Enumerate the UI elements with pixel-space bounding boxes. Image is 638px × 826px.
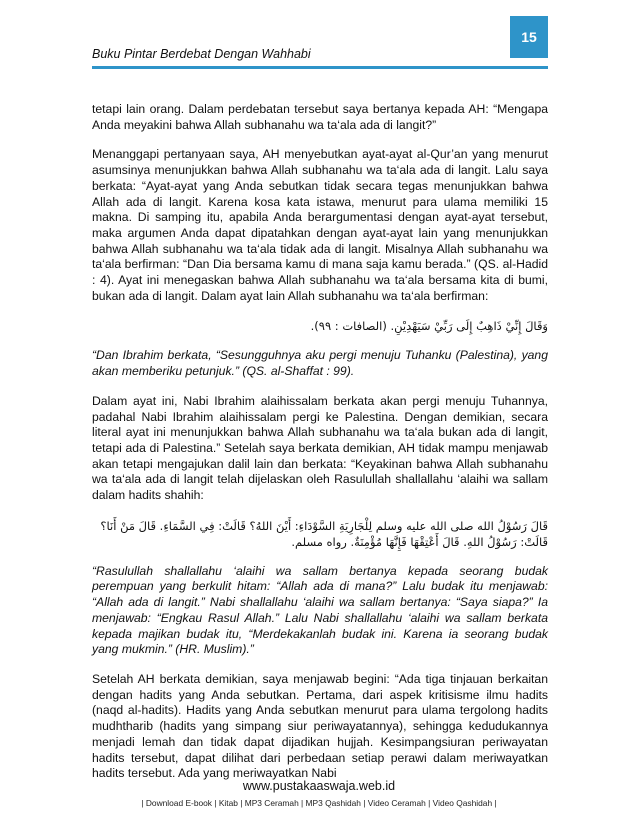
- arabic-hadith: قَالَ رَسُوْلُ الله صلى الله عليه وسلم لِلْجَارِيَةِ السَّوْدَاءِ: أَيْنَ اللهُ؟ قَالَتْ: فِي السَّمَاءِ. قَالَ مَنْ أَنَا؟ قَالَتْ: رَسُوْلُ اللهِ. قَالَ أَعْتِقْهَا فَإِنَّهَا مُؤْمِنَةٌ. رواه مسلم.: [100, 518, 548, 549]
- footer-category-links: | Download E-book | Kitab | MP3 Ceramah | MP3 Qashidah | Video Ceramah | Video Qashidah |: [141, 798, 497, 808]
- paragraph-2: Menanggapi pertanyaan saya, AH menyebutkan ayat-ayat al-Qur’an yang menurut asumsinya menunjukkan bahwa Allah subhanahu wa ta‘ala ada di langit. Lalu saya berkata: “Ayat-ayat yang Anda sebutkan tidak secara tegas menunjukkan bahwa Allah ada di langit. Karena kosa kata istawa, menurut para ulama memiliki 15 makna. Di samping itu, apabila Anda berargumentasi dengan ayat-ayat tersebut, maka argumen Anda dapat dipatahkan dengan ayat-ayat lain yang menunjukkan bahwa Allah subhanahu wa ta‘ala tidak ada di langit. Misalnya Allah subhanahu wa ta‘ala berfirman: “Dan Dia bersama kamu di mana saja kamu berada.” (QS. al-Hadid : 4). Ayat ini menegaskan bahwa Allah subhanahu wa ta‘ala bersama kita di bumi, bukan ada di langit. Dalam ayat lain Allah subhanahu wa ta‘ala berfirman:: [92, 147, 548, 303]
- page-body: [92, 102, 548, 796]
- arabic-verse: وَقَالَ إِنِّيْ ذَاهِبٌ إِلَى رَبِّيْ سَيَهْدِيْنِ. (الصافات : ٩٩).: [310, 319, 548, 334]
- paragraph-1: tetapi lain orang. Dalam perdebatan tersebut saya bertanya kepada AH: “Mengapa Anda meyakini bahwa Allah subhanahu wa ta‘ala ada di langit?”: [92, 102, 548, 132]
- paragraph-3: Dalam ayat ini, Nabi Ibrahim alaihissalam berkata akan pergi menuju Tuhannya, padahal Nabi Ibrahim alaihissalam pergi ke Palestina. Dengan demikian, secara literal ayat ini menunjukkan bahwa Allah subhanahu wa ta‘ala bukan ada di langit, tetapi ada di Palestina.” Setelah saya berkata demikian, AH tidak mampu menjawab akan tetapi mengajukan dalil lain dan berkata: “Keyakinan bahwa Allah subhanahu wa ta‘ala ada di langit telah dijelaskan oleh Rasulullah shallallahu ‘alaihi wa sallam dalam hadits shahih:: [92, 393, 548, 503]
- book-title: Buku Pintar Berdebat Dengan Wahhabi: [92, 47, 311, 61]
- verse-translation: “Dan Ibrahim berkata, “Sesungguhnya aku pergi menuju Tuhanku (Palestina), yang akan memberiku petunjuk.” (QS. al-Shaffat : 99).: [92, 348, 548, 379]
- paragraph-4: Setelah AH berkata demikian, saya menjawab begini: “Ada tiga tinjauan berkaitan dengan hadits yang Anda sebutkan. Pertama, dari aspek kritisisme ilmu hadits (naqd al-hadits). Hadits yang Anda sebutkan menurut para ulama tergolong hadits mudhtharib (hadits yang simpang siur periwayatannya), sehingga kedudukannya menjadi lemah dan tidak dapat dijadikan hujjah. Kesimpangsiuran periwayatan hadits tersebut, dapat dilihat dari perbedaan setiap perawi dalam meriwayatkan hadits tersebut. Ada yang meriwayatkan Nabi: [92, 671, 548, 781]
- header-divider: [92, 66, 548, 69]
- footer-website-link[interactable]: www.pustakaaswaja.web.id: [242, 779, 396, 793]
- hadith-translation: “Rasulullah shallallahu ‘alaihi wa sallam bertanya kepada seorang budak perempuan yang berkulit hitam: “Allah ada di mana?” Lalu budak itu menjawab: “Allah ada di langit.” Nabi shallallahu ‘alaihi wa sallam bertanya: “Saya siapa?” Ia menjawab: “Engkau Rasul Allah.” Lalu Nabi shallallahu ‘alaihi wa sallam berkata kepada majikan budak itu, “Merdekakanlah budak ini. Karena ia seorang budak yang mukmin.” (HR. Muslim).”: [92, 563, 548, 657]
- page-number: 15: [521, 29, 537, 45]
- page-number-badge: [510, 16, 548, 58]
